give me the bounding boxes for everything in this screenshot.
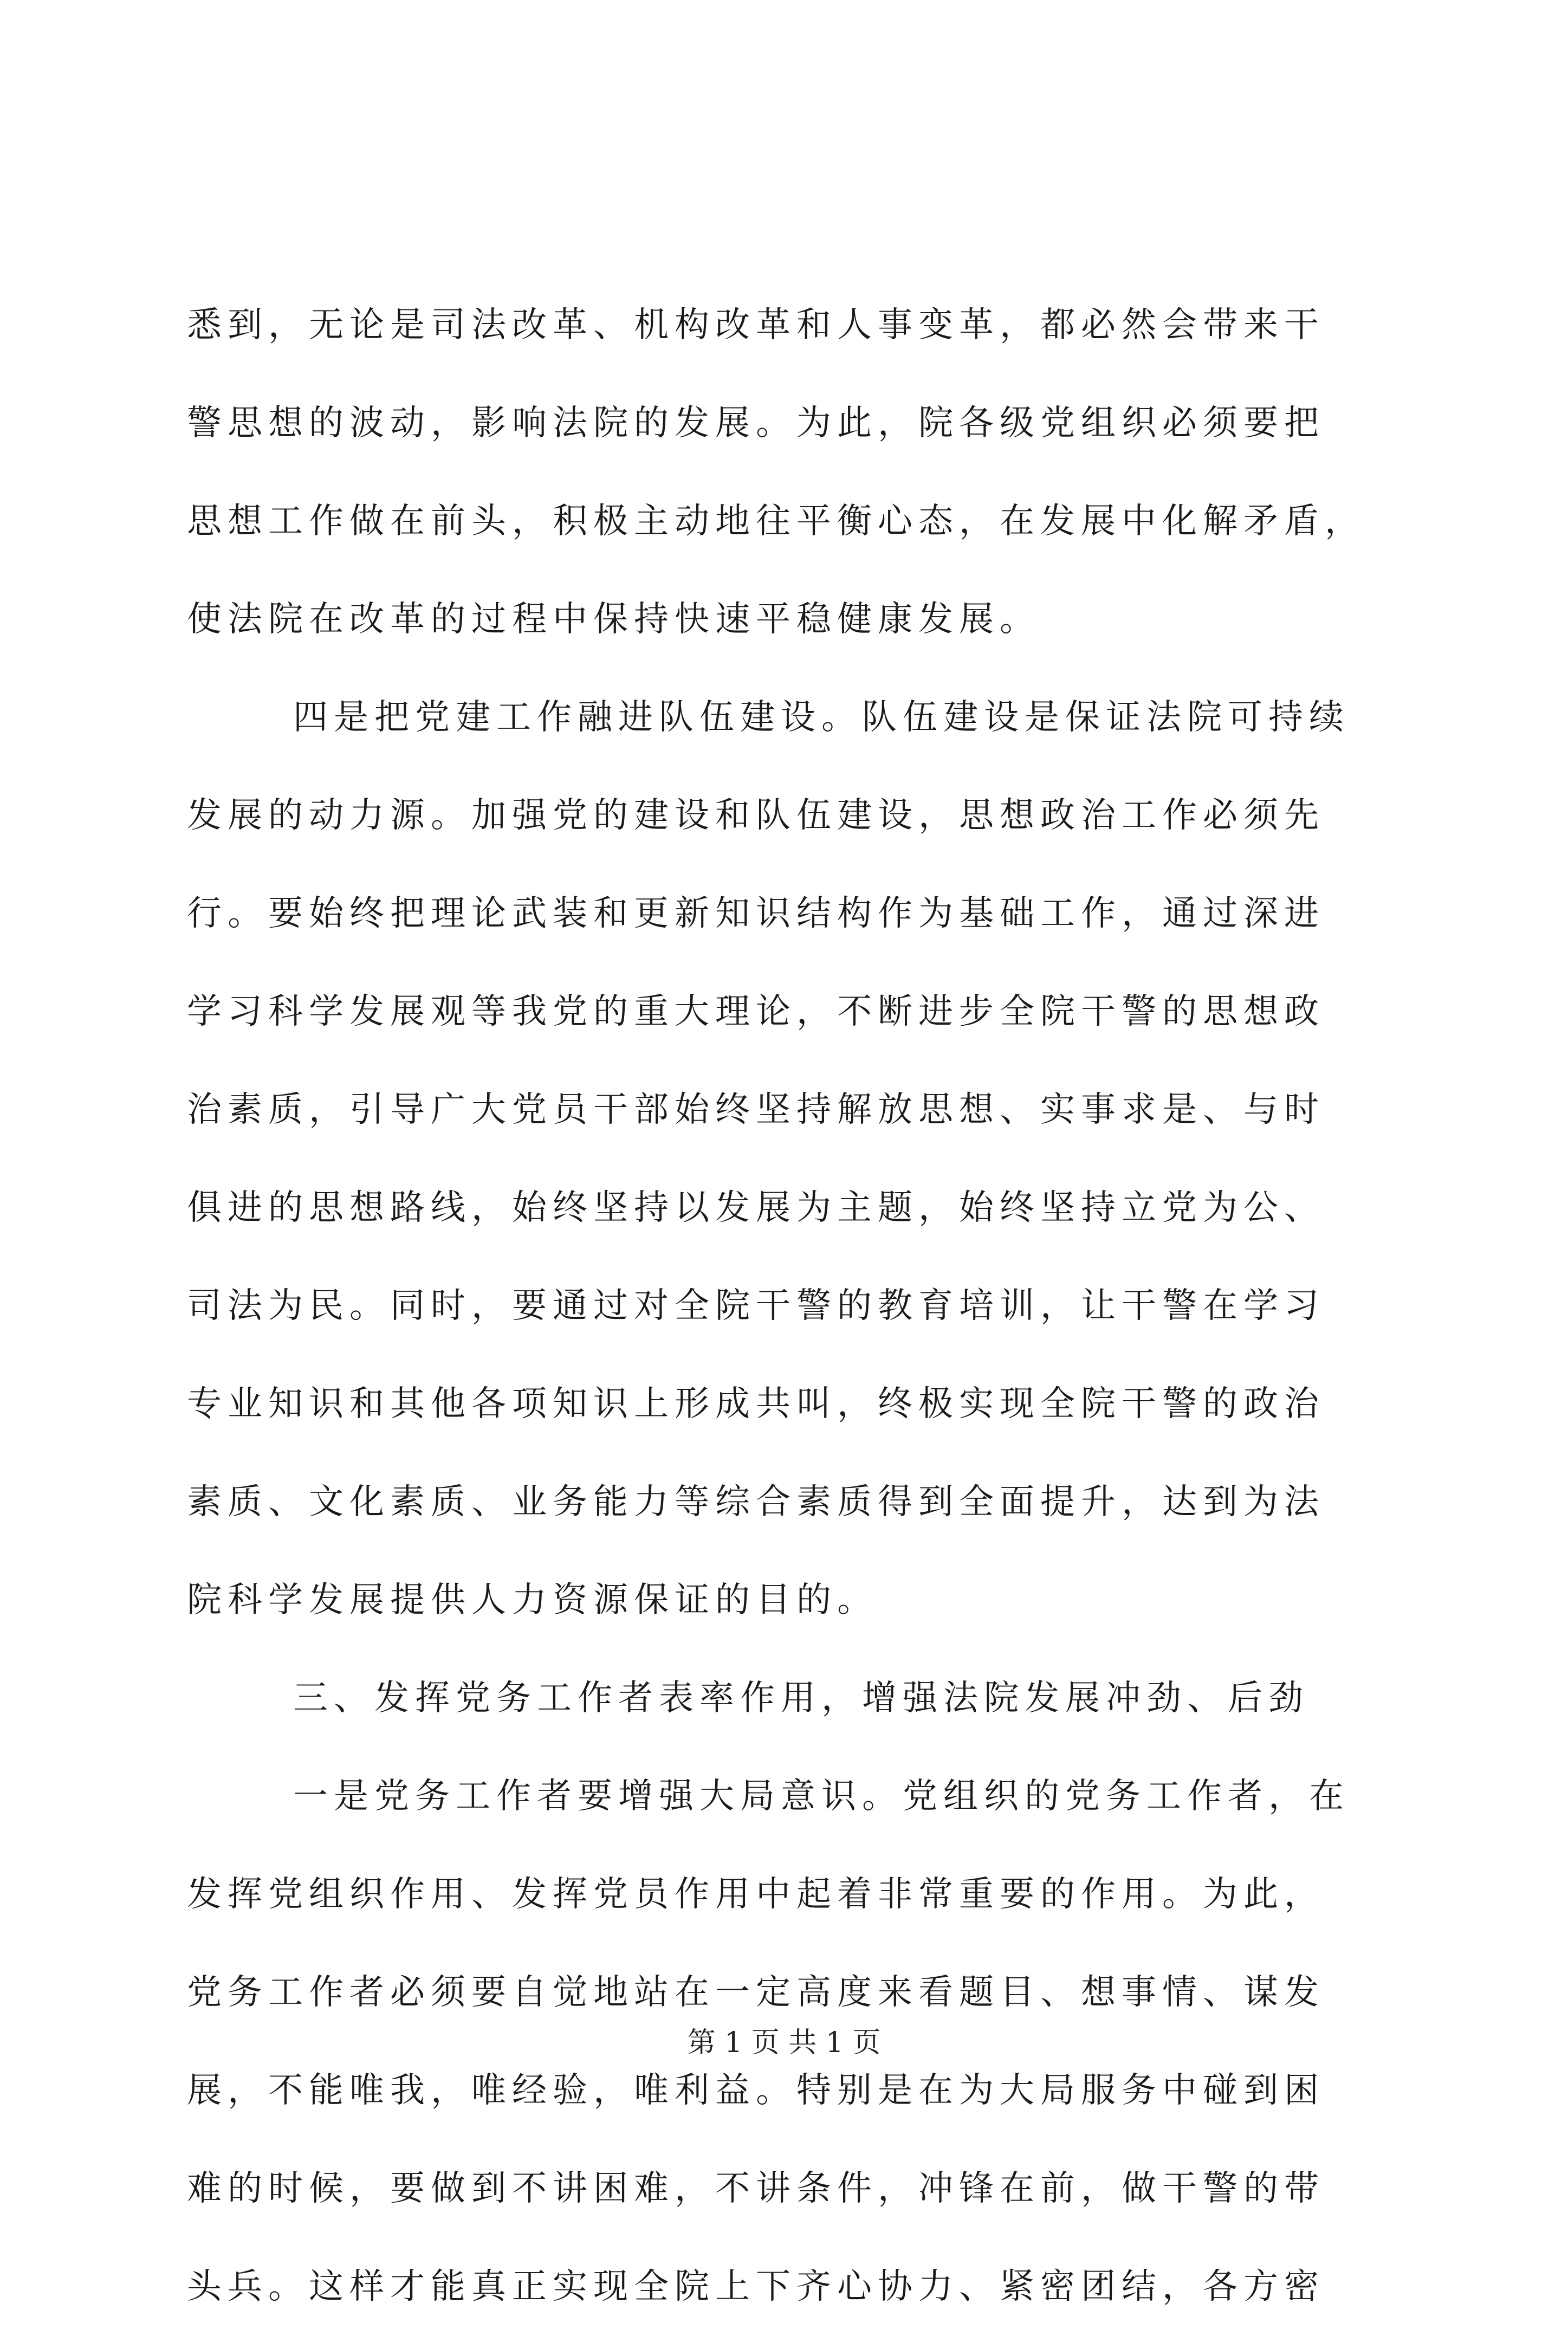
- text-line: 学习科学发展观等我党的重大理论，不断进步全院干警的思想政: [187, 992, 1325, 1032]
- text-line: 警思想的波动，影响法院的发展。为此，院各级党组织必须要把: [187, 403, 1325, 443]
- text-line: 治素质，引导广大党员干部始终坚持解放思想、实事求是、与时: [187, 1090, 1325, 1130]
- page-number-label: 第 1 页 共 1 页: [687, 2027, 881, 2059]
- text-line: 行。要始终把理论武装和更新知识结构作为基础工作，通过深进: [187, 894, 1325, 934]
- text-line: 思想工作做在前头，积极主动地往平衡心态，在发展中化解矛盾，: [187, 501, 1365, 541]
- text-line: 难的时候，要做到不讲困难，不讲条件，冲锋在前，做干警的带: [187, 2169, 1325, 2209]
- text-line: 头兵。这样才能真正实现全院上下齐心协力、紧密团结，各方密: [187, 2267, 1325, 2307]
- page-footer: [0, 2021, 1568, 2065]
- text-line: 展，不能唯我，唯经验，唯利益。特别是在为大局服务中碰到困: [187, 2070, 1325, 2111]
- text-line: 司法为民。同时，要通过对全院干警的教育培训，让干警在学习: [187, 1286, 1325, 1326]
- text-line: 党务工作者必须要自觉地站在一定高度来看题目、想事情、谋发: [187, 1972, 1325, 2013]
- text-line: 院科学发展提供人力资源保证的目的。: [187, 1580, 878, 1620]
- section-heading: 三、发挥党务工作者表率作用，增强法院发展冲劲、后劲: [293, 1678, 1309, 1718]
- text-line: 发挥党组织作用、发挥党员作用中起着非常重要的作用。为此，: [187, 1874, 1325, 1914]
- text-line: 发展的动力源。加强党的建设和队伍建设，思想政治工作必须先: [187, 795, 1325, 836]
- paragraph-start-line: 一是党务工作者要增强大局意识。党组织的党务工作者，在: [293, 1776, 1350, 1816]
- paragraph-start-line: 四是把党建工作融进队伍建设。队伍建设是保证法院可持续: [293, 697, 1350, 737]
- text-line: 专业知识和其他各项知识上形成共叫，终极实现全院干警的政治: [187, 1384, 1325, 1424]
- text-line: 俱进的思想路线，始终坚持以发展为主题，始终坚持立党为公、: [187, 1188, 1325, 1228]
- text-line: 使法院在改革的过程中保持快速平稳健康发展。: [187, 599, 1040, 639]
- text-line: 素质、文化素质、业务能力等综合素质得到全面提升，达到为法: [187, 1482, 1325, 1522]
- text-line: 悉到，无论是司法改革、机构改革和人事变革，都必然会带来干: [187, 305, 1325, 345]
